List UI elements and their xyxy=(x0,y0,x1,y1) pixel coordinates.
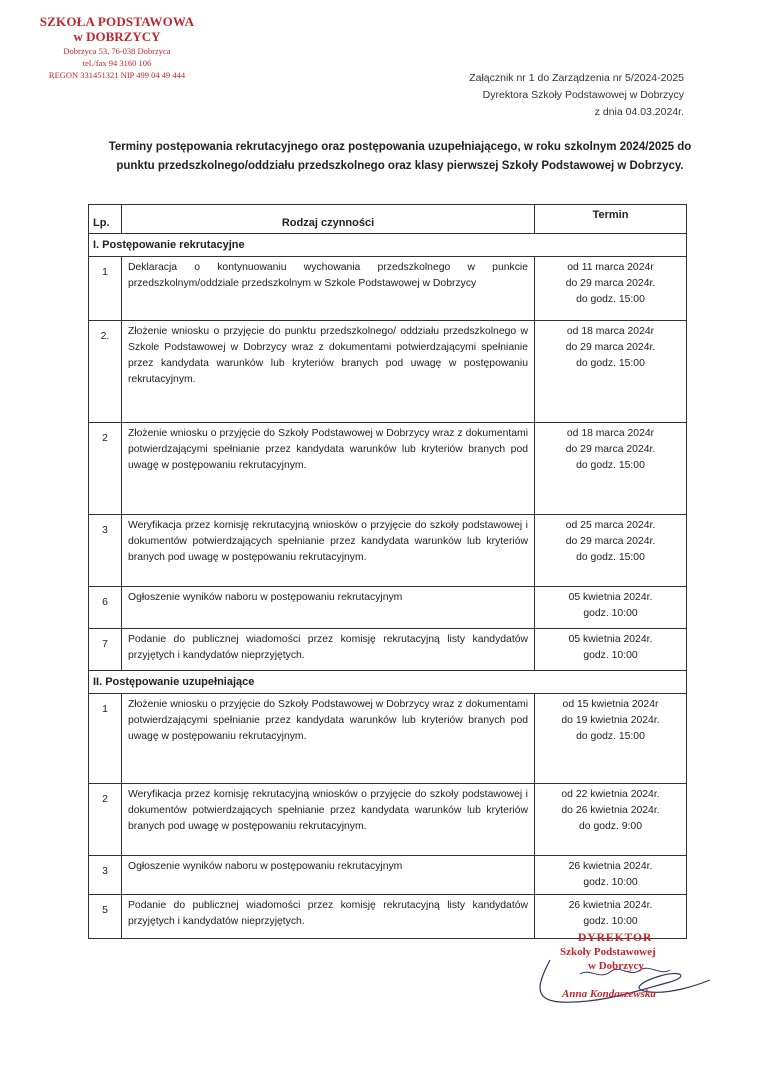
row-term xyxy=(535,587,687,629)
header-rodzaj: Rodzaj czynności xyxy=(122,205,535,234)
row-term xyxy=(535,321,687,423)
row-number: 7 xyxy=(89,629,122,671)
row-description: Złożenie wniosku o przyjęcie do Szkoły Podstawowej w Dobrzycy wraz z dokumentami potwierdzającymi spełnianie przez kandydata warunków lub kryteriów branych pod uwagę w postępowaniu rekrutacyjnym. xyxy=(122,423,535,515)
row-term xyxy=(535,257,687,321)
term-line: do godz. 9:00 xyxy=(579,821,642,832)
row-number: 1 xyxy=(89,694,122,784)
row-term xyxy=(535,423,687,515)
header-termin: Termin xyxy=(535,205,687,234)
school-stamp xyxy=(22,14,212,81)
row-number: 6 xyxy=(89,587,122,629)
row-description: Weryfikacja przez komisję rekrutacyjną wniosków o przyjęcie do szkoły podstawowej i dokumentów potwierdzających spełnianie przez kandydata warunków lub kryteriów branych pod uwagę w postępowaniu rekrutacyjnym. xyxy=(122,515,535,587)
row-number: 3 xyxy=(89,515,122,587)
term-line: od 18 marca 2024r xyxy=(566,326,655,337)
section-row xyxy=(89,234,687,257)
annex-line-1: Załącznik nr 1 do Zarządzenia nr 5/2024-2025 xyxy=(469,72,684,84)
row-term xyxy=(535,784,687,856)
term-line: 26 kwietnia 2024r. xyxy=(568,900,653,911)
signature-school: Szkoły Podstawowej xyxy=(560,946,656,958)
row-term xyxy=(535,856,687,895)
row-description: Podanie do publicznej wiadomości przez komisję rekrutacyjną listy kandydatów przyjętych i kandydatów nieprzyjętych. xyxy=(122,895,535,939)
term-line: od 22 kwietnia 2024r. xyxy=(561,789,660,800)
term-line: do godz. 15:00 xyxy=(576,358,645,369)
term-line: do godz. 15:00 xyxy=(576,552,645,563)
row-description: Weryfikacja przez komisję rekrutacyjną wniosków o przyjęcie do szkoły podstawowej i dokumentów potwierdzających spełnianie przez kandydata warunków lub kryteriów branych pod uwagę w postępowaniu rekrutacyjnym. xyxy=(122,784,535,856)
header-lp: Lp. xyxy=(89,205,122,234)
row-term xyxy=(535,629,687,671)
table-row xyxy=(89,423,687,515)
row-number: 2. xyxy=(89,321,122,423)
term-line: do 19 kwietnia 2024r. xyxy=(561,715,660,726)
row-number: 3 xyxy=(89,856,122,895)
table-row xyxy=(89,629,687,671)
row-number: 2 xyxy=(89,423,122,515)
term-line: do 29 marca 2024r. xyxy=(565,342,656,353)
schedule-table xyxy=(88,204,687,939)
row-description: Złożenie wniosku o przyjęcie do punktu przedszkolnego/ oddziału przedszkolnego w Szkole Podstawowej w Dobrzycy wraz z dokumentami potwierdzającymi spełnianie przez kandydata warunków lub kryteriów branych pod uwagę w postępowaniu rekrutacyjnym. xyxy=(122,321,535,423)
table-row xyxy=(89,321,687,423)
annex-note xyxy=(469,70,684,121)
term-line: godz. 10:00 xyxy=(583,916,638,927)
row-description: Ogłoszenie wyników naboru w postępowaniu rekrutacyjnym xyxy=(122,587,535,629)
director-signature-stamp xyxy=(520,930,720,1020)
stamp-address: Dobrzyca 53, 76-038 Dobrzyca xyxy=(63,46,171,56)
term-line: 05 kwietnia 2024r. xyxy=(568,634,653,645)
table-row xyxy=(89,856,687,895)
table-row xyxy=(89,257,687,321)
row-description: Deklaracja o kontynuowaniu wychowania przedszkolnego w punkcie przedszkolnym/oddziale przedszkolnym w Szkole Podstawowej w Dobrzycy xyxy=(122,257,535,321)
term-line: od 18 marca 2024r xyxy=(566,428,655,439)
term-line: godz. 10:00 xyxy=(583,608,638,619)
term-line: do 29 marca 2024r. xyxy=(565,444,656,455)
term-line: do 29 marca 2024r. xyxy=(565,278,656,289)
table-row xyxy=(89,587,687,629)
document-title: Terminy postępowania rekrutacyjnego oraz postępowania uzupełniającego, w roku szkolnym 2024/2025 do punktu przedszkolnego/oddziału przedszkolnego oraz klasy pierwszej Szkoły Podstawowej w Dobrzycy. xyxy=(108,141,692,172)
table-row xyxy=(89,694,687,784)
stamp-regon-nip: REGON 331451321 NIP 499 04 49 444 xyxy=(48,70,186,80)
section-heading-1: I. Postępowanie rekrutacyjne xyxy=(89,234,687,257)
term-line: do godz. 15:00 xyxy=(576,294,645,305)
row-description: Złożenie wniosku o przyjęcie do Szkoły Podstawowej w Dobrzycy wraz z dokumentami potwierdzającymi spełnianie przez kandydata warunków lub kryteriów branych pod uwagę w postępowaniu rekrutacyjnym. xyxy=(122,694,535,784)
annex-line-3: z dnia 04.03.2024r. xyxy=(594,106,684,118)
stamp-location: w DOBRZYCY xyxy=(73,29,161,44)
table-header-row xyxy=(89,205,687,234)
row-term xyxy=(535,694,687,784)
row-description: Ogłoszenie wyników naboru w postępowaniu rekrutacyjnym xyxy=(122,856,535,895)
signature-location: w Dobrzycy xyxy=(588,960,644,972)
term-line: godz. 10:00 xyxy=(583,650,638,661)
section-row xyxy=(89,671,687,694)
row-number: 5 xyxy=(89,895,122,939)
term-line: od 11 marca 2024r xyxy=(567,262,654,273)
table-row xyxy=(89,784,687,856)
stamp-school-name: SZKOŁA PODSTAWOWA xyxy=(39,14,195,29)
term-line: od 15 kwietnia 2024r xyxy=(562,699,659,710)
term-line: godz. 10:00 xyxy=(583,877,638,888)
signature-title: DYREKTOR xyxy=(578,932,653,944)
term-line: do 29 marca 2024r. xyxy=(565,536,656,547)
term-line: do godz. 15:00 xyxy=(576,731,645,742)
row-description: Podanie do publicznej wiadomości przez komisję rekrutacyjną listy kandydatów przyjętych i kandydatów nieprzyjętych. xyxy=(122,629,535,671)
term-line: 05 kwietnia 2024r. xyxy=(568,592,653,603)
row-number: 2 xyxy=(89,784,122,856)
term-line: od 25 marca 2024r. xyxy=(565,520,656,531)
row-number: 1 xyxy=(89,257,122,321)
annex-line-2: Dyrektora Szkoły Podstawowej w Dobrzycy xyxy=(482,89,684,101)
signature-name: Anna Kondaszewska xyxy=(562,988,656,1000)
section-heading-2: II. Postępowanie uzupełniające xyxy=(89,671,687,694)
schedule-table-wrapper xyxy=(88,204,686,939)
term-line: do godz. 15:00 xyxy=(576,460,645,471)
stamp-phone: tel./fax 94 3160 106 xyxy=(82,58,152,68)
row-term xyxy=(535,515,687,587)
table-row xyxy=(89,515,687,587)
term-line: 26 kwietnia 2024r. xyxy=(568,861,653,872)
term-line: do 26 kwietnia 2024r. xyxy=(561,805,660,816)
